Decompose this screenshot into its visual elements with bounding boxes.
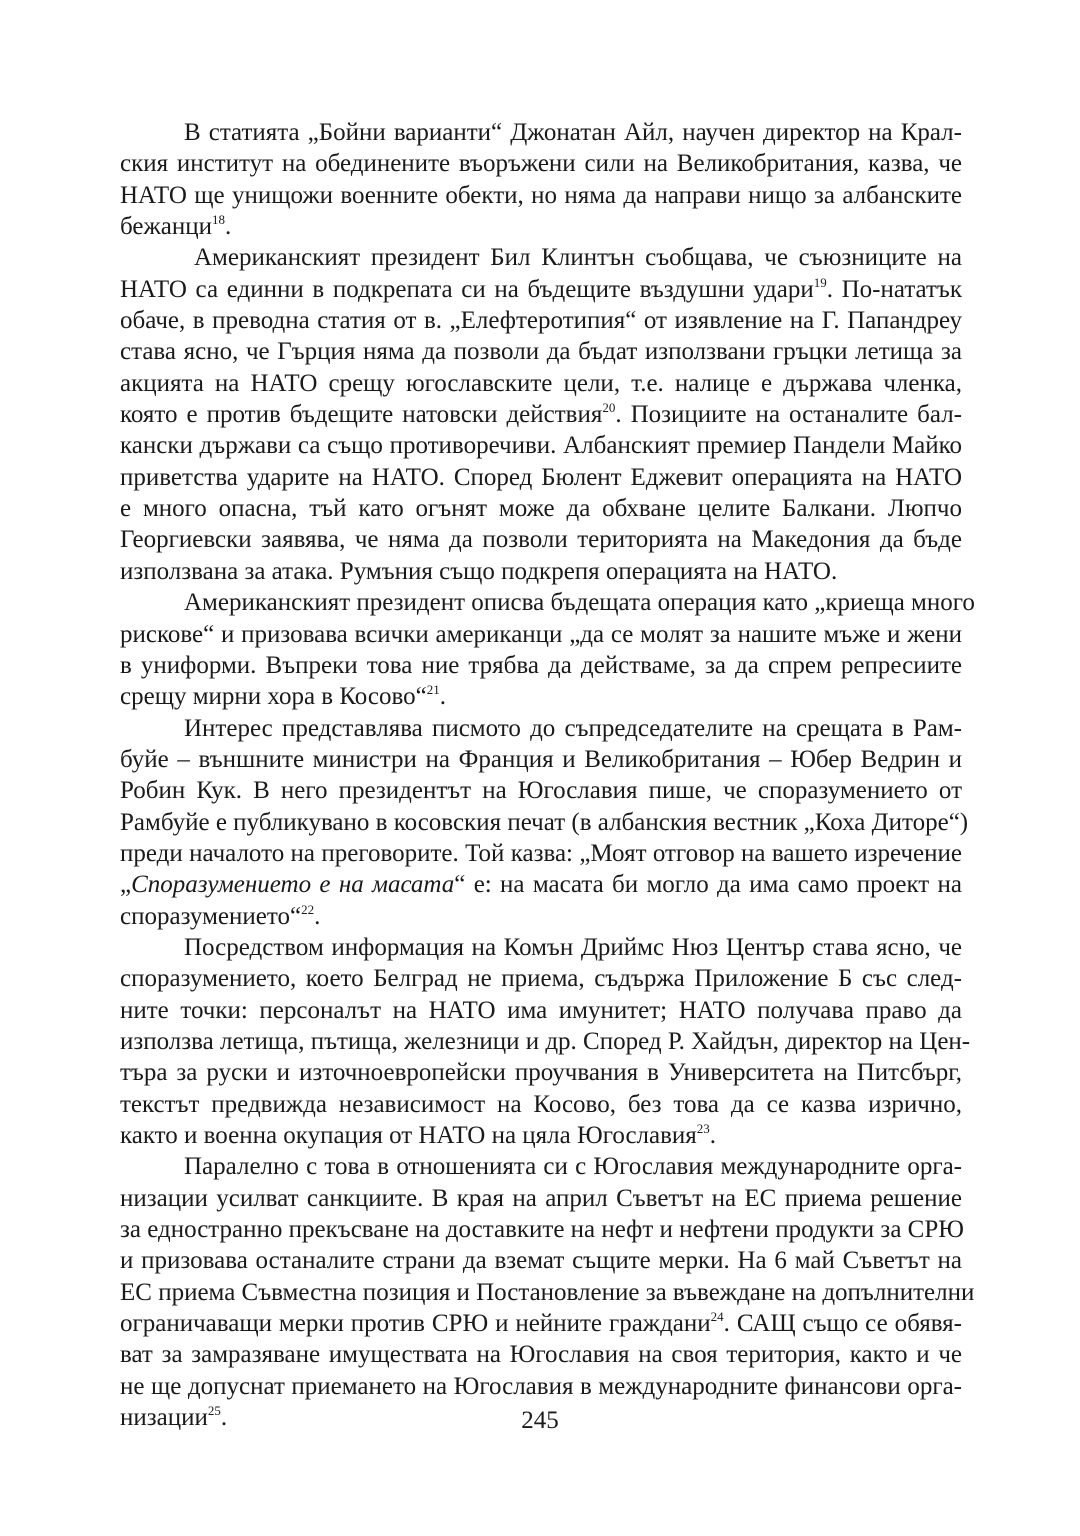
footnote-ref: 24 [710, 1309, 724, 1325]
paragraph [120, 932, 971, 1151]
text-line: текстът предвижда независимост на Косово, без това да се казва изрично, [120, 1090, 962, 1118]
text-line: Американският президент Бил Клинтън съобщава, че съюзниците на [194, 244, 962, 272]
text-line: ват за замразяване имуществата на Югославия на своя територия, както и че [120, 1341, 962, 1369]
text-line: срещу мирни хора в Косово“$^{21}$. [120, 682, 446, 711]
paragraph [120, 242, 962, 587]
paragraph [120, 1151, 975, 1433]
text-line: обаче, в преводна статия от в. „Елефтеротипия“ от изявление на Г. Папандреу [120, 307, 962, 335]
footnote-ref: 18 [212, 212, 225, 228]
text-line: „Споразумението е на масата“ е: на масата би могло да има само проект на [120, 871, 962, 899]
text-line: низации усилват санкциите. В края на април Съветът на ЕС приема решение [120, 1184, 962, 1212]
text-line: рискове“ и призовава всички американци „да се молят за нашите мъже и жени [120, 620, 962, 648]
text-line: използвана за атака. Румъния също подкрепя операцията на НАТО. [120, 557, 838, 585]
footnote-ref: 21 [426, 682, 440, 698]
footnote-ref: 23 [696, 1121, 710, 1136]
text-line: ните точки: персоналът на НАТО има имунитет; НАТО получава право да [120, 996, 962, 1024]
text-line: търа за руски и източноевропейски проучвания в Университета на Питсбърг, [120, 1059, 962, 1087]
paragraph [120, 587, 975, 712]
text-line: В статията „Бойни варианти“ Джонатан Айл, научен директор на Крал- [184, 119, 962, 146]
text-line: низации$^{25}$. [120, 1403, 228, 1432]
page-number: 245 [521, 1407, 559, 1434]
text-line: която е против бъдещите натовски действия$^{20}$. Позициите на останалите бал- [120, 400, 962, 429]
text-line: Американският президент описва бъдещата операция като „криеща много [184, 589, 975, 617]
text-line: Робин Кук. В него президентът на Югославия пише, че споразумението от [120, 777, 962, 805]
text-line: ограничаващи мерки против СРЮ и нейните граждани$^{24}$. САЩ също се обявя- [120, 1309, 963, 1338]
text-line: кански държави са също противоречиви. Албанският премиер Пандели Майко [120, 432, 962, 460]
paragraph [120, 117, 962, 242]
text-line: използва летища, пътища, железници и др. Според Р. Хайдън, директор на Цен- [120, 1027, 971, 1055]
text-line: бежанци$^{18}$. [120, 212, 232, 241]
text-line: Рамбуйе е публикувано в косовския печат (в албанския вестник „Коха Диторе“) [120, 808, 969, 836]
text-line: и призовава останалите страни да вземат същите мерки. На 6 май Съветът на [120, 1247, 962, 1275]
text-line: преди началото на преговорите. Той казва: „Моят отговор на вашето изречение [120, 839, 962, 867]
text-line: споразумението“$^{22}$. [120, 901, 321, 930]
text-line: приветства ударите на НАТО. Според Бюлент Еджевит операцията на НАТО [120, 463, 962, 491]
text-line: акцията на НАТО срещу югославските цели, т.е. налице е държава членка, [120, 369, 962, 397]
footnote-ref: 19 [813, 274, 827, 290]
text-line: в униформи. Въпреки това ние трябва да действаме, за да спрем репресиите [120, 651, 962, 679]
footnote-ref: 25 [207, 1403, 221, 1419]
text-line: не ще допуснат приемането на Югославия в международните финансови орга- [120, 1372, 962, 1400]
text-line: е много опасна, тъй като огънят може да обхване целите Балкани. Люпчо [120, 495, 962, 523]
text-line: НАТО са единни в подкрепата си на бъдещите въздушни удари$^{19}$. По-нататък [120, 274, 962, 303]
text-line: буйе – външните министри на Франция и Великобритания – Юбер Ведрин и [120, 745, 962, 773]
text-line: Посредством информация на Комън Дриймс Нюз Център става ясно, че [184, 933, 962, 961]
text-line: ЕС приема Съвместна позиция и Постановление за въвеждане на допълнителни [120, 1278, 975, 1306]
paragraph [120, 713, 969, 932]
italic-quote: Споразумението е на масата [131, 871, 455, 899]
footnote-ref: 22 [301, 901, 315, 917]
text-line: ския институт на обединените въоръжени сили на Великобритания, казва, че [120, 150, 962, 178]
text-line: както и военна окупация от НАТО на цяла Югославия$^{23}$. [120, 1121, 717, 1149]
text-line: за едностранно прекъсване на доставките на нефт и нефтени продукти за СРЮ [120, 1216, 964, 1244]
text-line: става ясно, че Гърция няма да позволи да бъдат използвани гръцки летища за [120, 338, 962, 366]
text-line: Паралелно с това в отношенията си с Югославия международните орга- [184, 1153, 962, 1181]
text-line: Интерес представлява писмото до съпредседателите на срещата в Рам- [184, 714, 962, 742]
text-line: НАТО ще унищожи военните обекти, но няма да направи нищо за албанските [120, 181, 962, 209]
text-line: Георгиевски заявява, че няма да позволи територията на Македония да бъде [120, 526, 962, 554]
text-line: споразумението, което Белград не приема, съдържа Приложение Б със след- [120, 965, 962, 993]
body-text [120, 117, 975, 1433]
footnote-ref: 20 [602, 400, 616, 416]
